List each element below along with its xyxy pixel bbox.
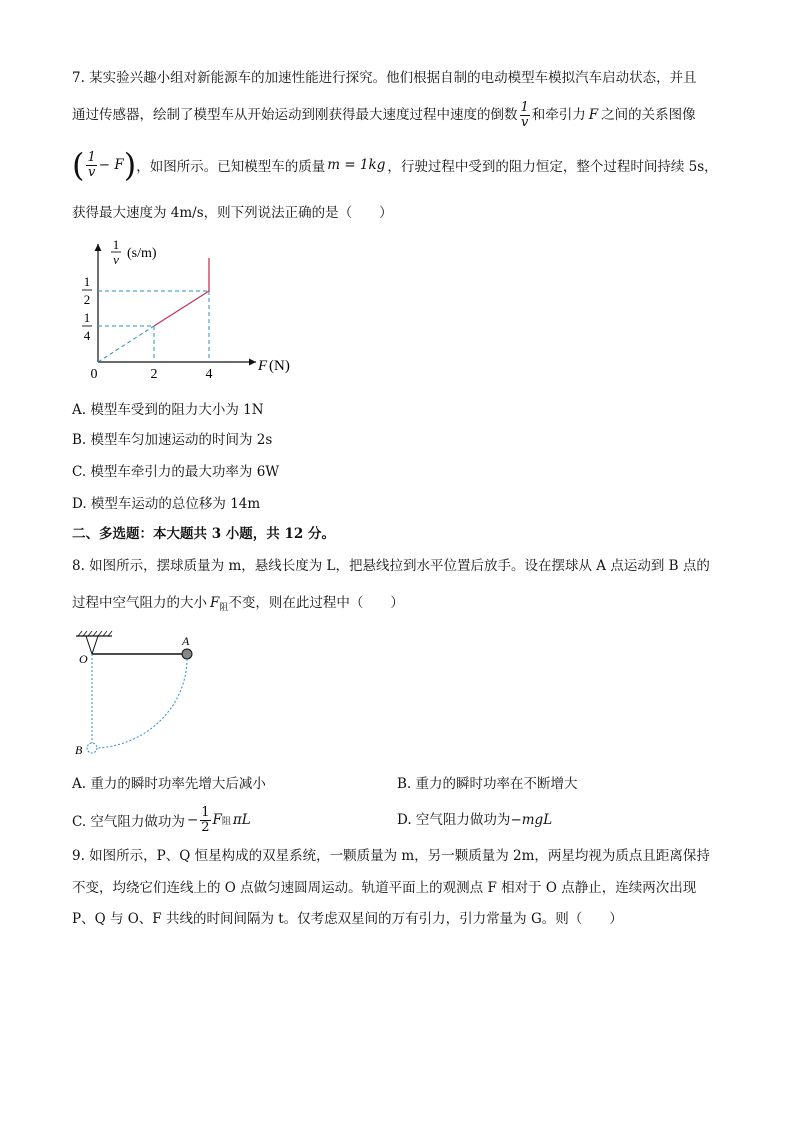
paren-open: ( [72,146,85,184]
q8-option-a: A. 重力的瞬时功率先增大后减小 [72,776,266,792]
origin-label: 0 [90,367,98,382]
q8-option-d-value: −mgL [510,812,553,828]
pendulum-ball-A [182,649,192,659]
q7-option-d: D. 模型车运动的总位移为 14m [72,496,261,512]
q8-option-c [72,800,251,840]
q8-option-c-F: F [212,812,222,828]
q7-line-2-b: 和牵引力 [531,107,586,123]
inverse-v-num: 1 [520,99,529,115]
y-label-den: v [113,252,119,267]
y-tick-quarter-den: 4 [83,328,91,343]
x-label: F [258,358,268,374]
y-label-num: 1 [112,237,120,252]
q8-option-c-text: C. 空气阻力做功为 [72,814,185,830]
q9-line-2: 不变，均绕它们连线上的 O 点做匀速圆周运动。轨道平面上的观测点 F 相对于 O 点静止，连续两次出现 [72,880,697,896]
x-tick-2: 2 [150,367,158,382]
pendulum-ball-B [87,743,97,753]
q8-option-c-sub: 阻 [221,816,231,827]
half-num: 1 [201,804,210,820]
q8-option-d [397,810,552,830]
q7-option-b: B. 模型车匀加速运动的时间为 2s [72,432,273,448]
x-tick-4: 4 [205,367,213,382]
q7-line-4: 获得最大速度为 4m/s，则下列说法正确的是（ ） [72,205,393,221]
F-resist-symbol: F [210,595,220,611]
section-2-title: 二、多选题：本大题共 3 小题，共 12 分。 [72,526,335,542]
curve-segment-incline [154,291,209,326]
y-tick-half-num: 1 [83,274,91,289]
q7-var-F: F [588,107,599,123]
q7-line-2-a: 通过传感器，绘制了模型车从开始运动到刚获得最大速度过程中速度的倒数 [72,107,518,123]
label-O: O [79,652,88,666]
q8-line-1: 8. 如图所示，摆球质量为 m，悬线长度为 L，把悬线拉到水平位置后放手。设在摆球从 A 点运动到 B 点的 [72,558,710,574]
paren-close: ) [123,146,137,184]
y-tick-half-den: 2 [83,292,91,307]
pendulum-figure [72,630,202,758]
q8-line-2-a: 过程中空气阻力的大小 [72,595,207,611]
swing-arc [97,659,187,748]
paren-fraction-num: 1 [87,149,96,165]
q7-line-3-a: ，如图所示。已知模型车的质量 [136,159,326,175]
paren-minus-F: − F [98,157,124,173]
pivot-support [86,636,98,654]
F-resist-sub: 阻 [219,603,229,613]
label-A: A [182,634,190,648]
q7-line-3 [72,143,718,187]
q8-option-c-minus: − [186,812,199,828]
q8-option-b: B. 重力的瞬时功率在不断增大 [397,776,578,792]
q7-line-2 [72,100,696,130]
ceiling-hatch [78,631,112,636]
q8-option-c-tail: πL [232,812,251,828]
q9-line-1: 9. 如图所示，P、Q 恒星构成的双星系统，一颗质量为 m，另一颗质量为 2m，两星均视为质点且距离保持 [72,848,710,864]
half-fraction [200,806,210,835]
x-unit: (N) [269,358,290,374]
inverse-v-den: v [520,114,529,130]
half-den: 2 [201,819,210,835]
q8-option-d-text: D. 空气阻力做功为 [397,812,511,828]
label-B: B [75,743,83,757]
dash-origin-line [98,326,154,362]
mass-equation: m = 1kg [327,157,386,173]
y-tick-quarter-num: 1 [83,310,91,325]
q7-option-a: A. 模型车受到的阻力大小为 1N [72,402,264,418]
paren-fraction-den: v [87,164,96,180]
q7-line-3-b: ，行驶过程中受到的阻力恒定，整个过程时间持续 5s， [387,159,718,175]
q8-line-2 [72,593,404,618]
q7-graph [78,232,308,384]
q9-line-3: P、Q 与 O、F 共线的时间间隔为 t。仅考虑双星间的万有引力，引力常量为 G。则（ ） [72,911,623,927]
q8-line-2-b: 不变，则在此过程中（ ） [228,595,404,611]
y-unit: (s/m) [127,246,157,261]
inverse-v-fraction [520,101,530,130]
q7-line-2-c: 之间的关系图像 [601,107,696,123]
paren-fraction [86,151,96,180]
q7-line-1: 7. 某实验兴趣小组对新能源车的加速性能进行探究。他们根据自制的电动模型车模拟汽车启动状态，并且 [72,70,697,86]
q7-option-c: C. 模型车牵引力的最大功率为 6W [72,464,280,480]
